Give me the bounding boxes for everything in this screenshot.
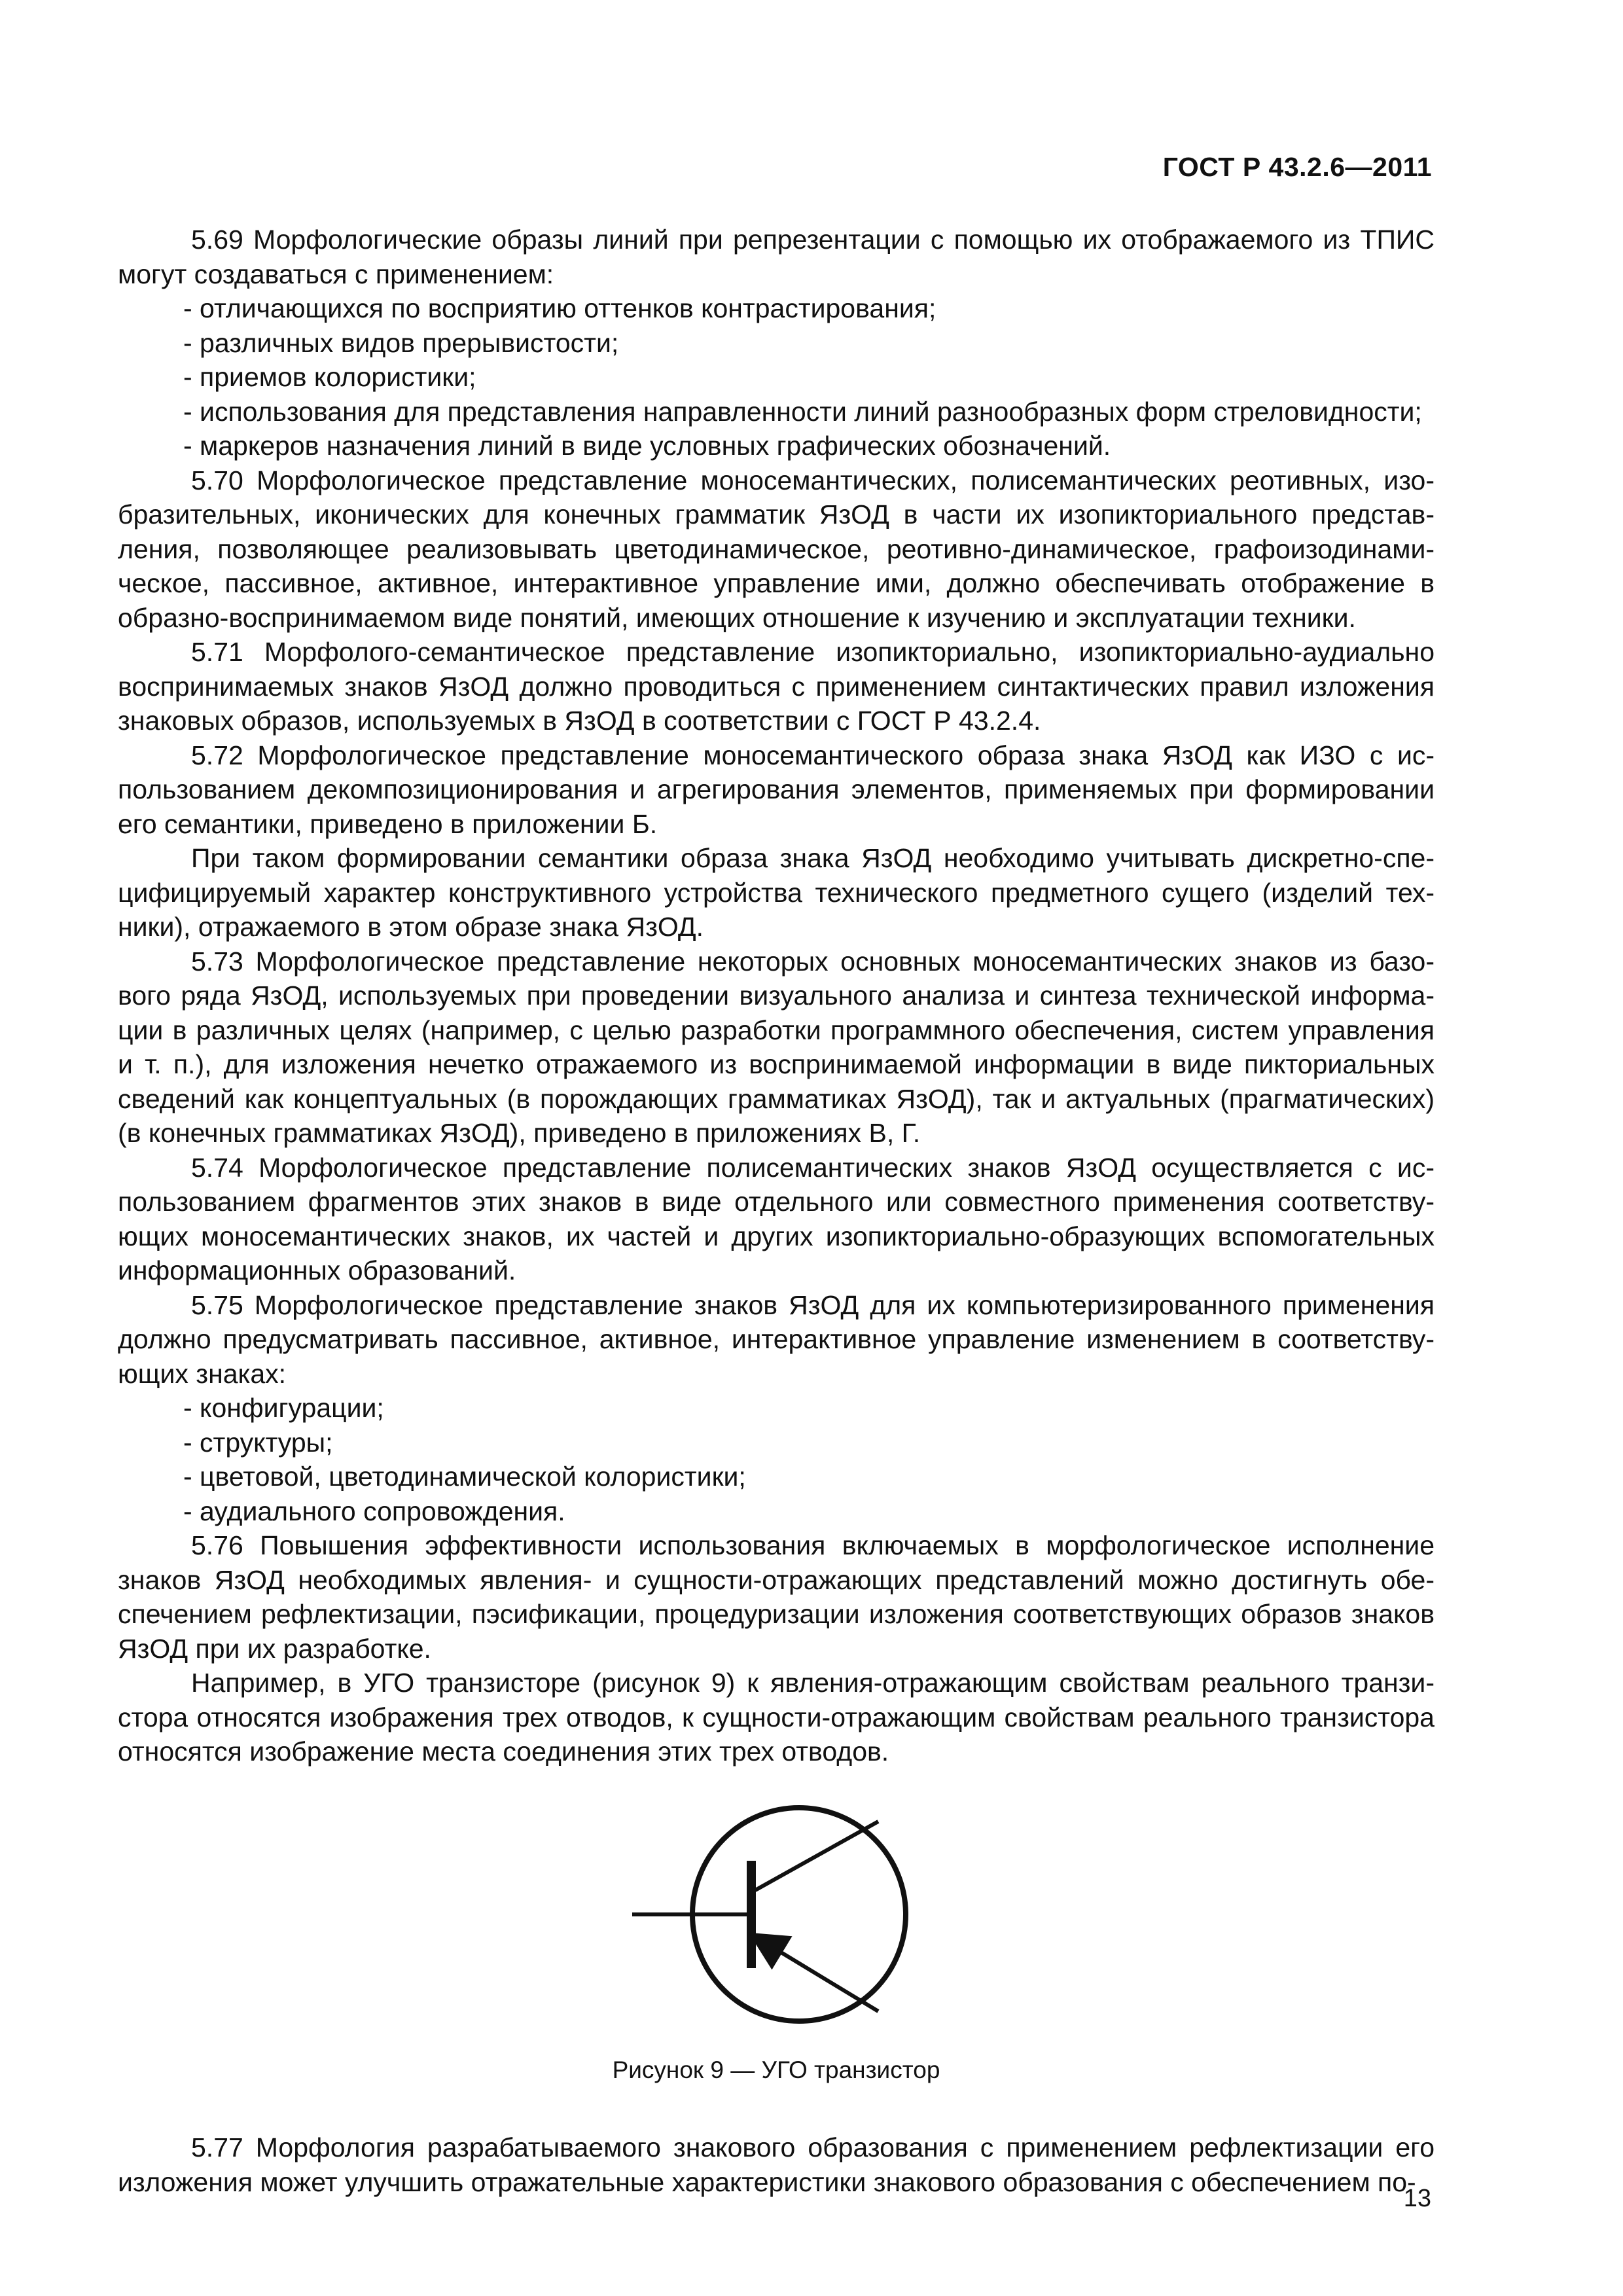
transistor-collector-lead — [755, 1821, 878, 1890]
paragraph-5-72: 5.72 Морфологическое представление моносемантического образа знака ЯзОД как ИЗО с использованием декомпозиционирования и агрегирования элементов, применяемых при формировании его семантики, приведено в приложении Б. — [118, 740, 1435, 839]
document-header: ГОСТ Р 43.2.6—2011 — [1162, 152, 1432, 182]
list-item: - аудиального сопровождения. — [183, 1496, 565, 1526]
paragraph-5-75: 5.75 Морфологическое представление знаков ЯзОД для их компьютеризированного применения должно предусматривать пассивное, активное, интерактивное управление изменением в соответствующих знаках: — [118, 1289, 1435, 1389]
transistor-emitter-lead — [755, 1937, 878, 2011]
list-item: - использования для представления направленности линий разнообразных форм стреловидности; — [183, 396, 1422, 427]
paragraph-5-70: 5.70 Морфологическое представление моносемантических, полисемантических реотивных, изобразительных, иконических для конечных грамматик ЯзОД в части их изопикториального представления, позволяющее реализовывать цветодинамическое, реотивно-динамическое, графоизодинамическое, пассивное, активное, интерактивное управление ими, должно обеспечивать отображение в образно-воспринимаемом виде понятий, имеющих отношение к изучению и эксплуатации техники. — [118, 465, 1435, 633]
paragraph-5-74: 5.74 Морфологическое представление полисемантических знаков ЯзОД осуществляется с использованием фрагментов этих знаков в виде отдельного или совместного применения соответствующих моносемантических знаков, их частей и других изопикториально-образующих вспомогательных информационных образований. — [118, 1152, 1435, 1285]
paragraph-5-76: 5.76 Повышения эффективности использования включаемых в морфологическое исполнение знаков ЯзОД необходимых явления- и сущности-отражающих представлений можно достигнуть обеспечением рефлектизации, пэсификации, процедуризации изложения соответствующих образов знаков ЯзОД при их разработке. — [118, 1530, 1435, 1664]
list-item: - цветовой, цветодинамической колористики; — [183, 1462, 746, 1492]
document-body — [118, 223, 1435, 2199]
paragraph-5-71: 5.71 Морфолого-семантическое представление изопикториально, изопикториально-аудиально воспринимаемых знаков ЯзОД должно проводиться с применением синтактических правил изложения знаковых образов, используемых в ЯзОД в соответствии с ГОСТ Р 43.2.4. — [118, 637, 1435, 736]
transistor-symbol-icon — [626, 1795, 927, 2031]
paragraph-5-73: 5.73 Морфологическое представление некоторых основных моносемантических знаков из базового ряда ЯзОД, используемых при проведении визуального анализа и синтеза технической информации в различных целях (например, с целью разработки программного обеспечения, систем управления и т. п.), для изложения нечетко отражаемого из воспринимаемой информации в виде пикториальных сведений как концептуальных (в порождающих грамматиках ЯзОД), так и актуальных (прагматических) (в конечных грамматиках ЯзОД), приведено в приложениях В, Г. — [118, 946, 1435, 1148]
list-item: - отличающихся по восприятию оттенков контрастирования; — [183, 293, 936, 323]
list-item: - конфигурации; — [183, 1393, 384, 1423]
page-number: 13 — [1403, 2185, 1431, 2212]
paragraph-5-77: 5.77 Морфология разрабатываемого знакового образования с применением рефлектизации его изложения может улучшить отражательные характеристики знакового образования с обеспечением по- — [118, 2132, 1435, 2197]
list-item: - структуры; — [183, 1427, 333, 1458]
figure-caption: Рисунок 9 — УГО транзистор — [612, 2056, 940, 2083]
list-item: - приемов колористики; — [183, 362, 476, 392]
paragraph-5-72-continued: При таком формировании семантики образа знака ЯзОД необходимо учитывать дискретно-специфицируемый характер конструктивного устройства технического предметного сущего (изделий техники), отражаемого в этом образе знака ЯзОД. — [118, 843, 1435, 942]
paragraph-example: Например, в УГО транзисторе (рисунок 9) к явления-отражающим свойствам реального транзистора относятся изображения трех отводов, к сущности-отражающим свойствам реального транзистора относятся изображение места соединения этих трех отводов. — [118, 1668, 1435, 1767]
figure-9 — [118, 1795, 1435, 2088]
list-item: - маркеров назначения линий в виде условных графических обозначений. — [183, 431, 1111, 461]
list-item: - различных видов прерывистости; — [183, 327, 619, 358]
paragraph-5-69: 5.69 Морфологические образы линий при репрезентации с помощью их отображаемого из ТПИС могут создаваться с применением: — [118, 224, 1435, 289]
